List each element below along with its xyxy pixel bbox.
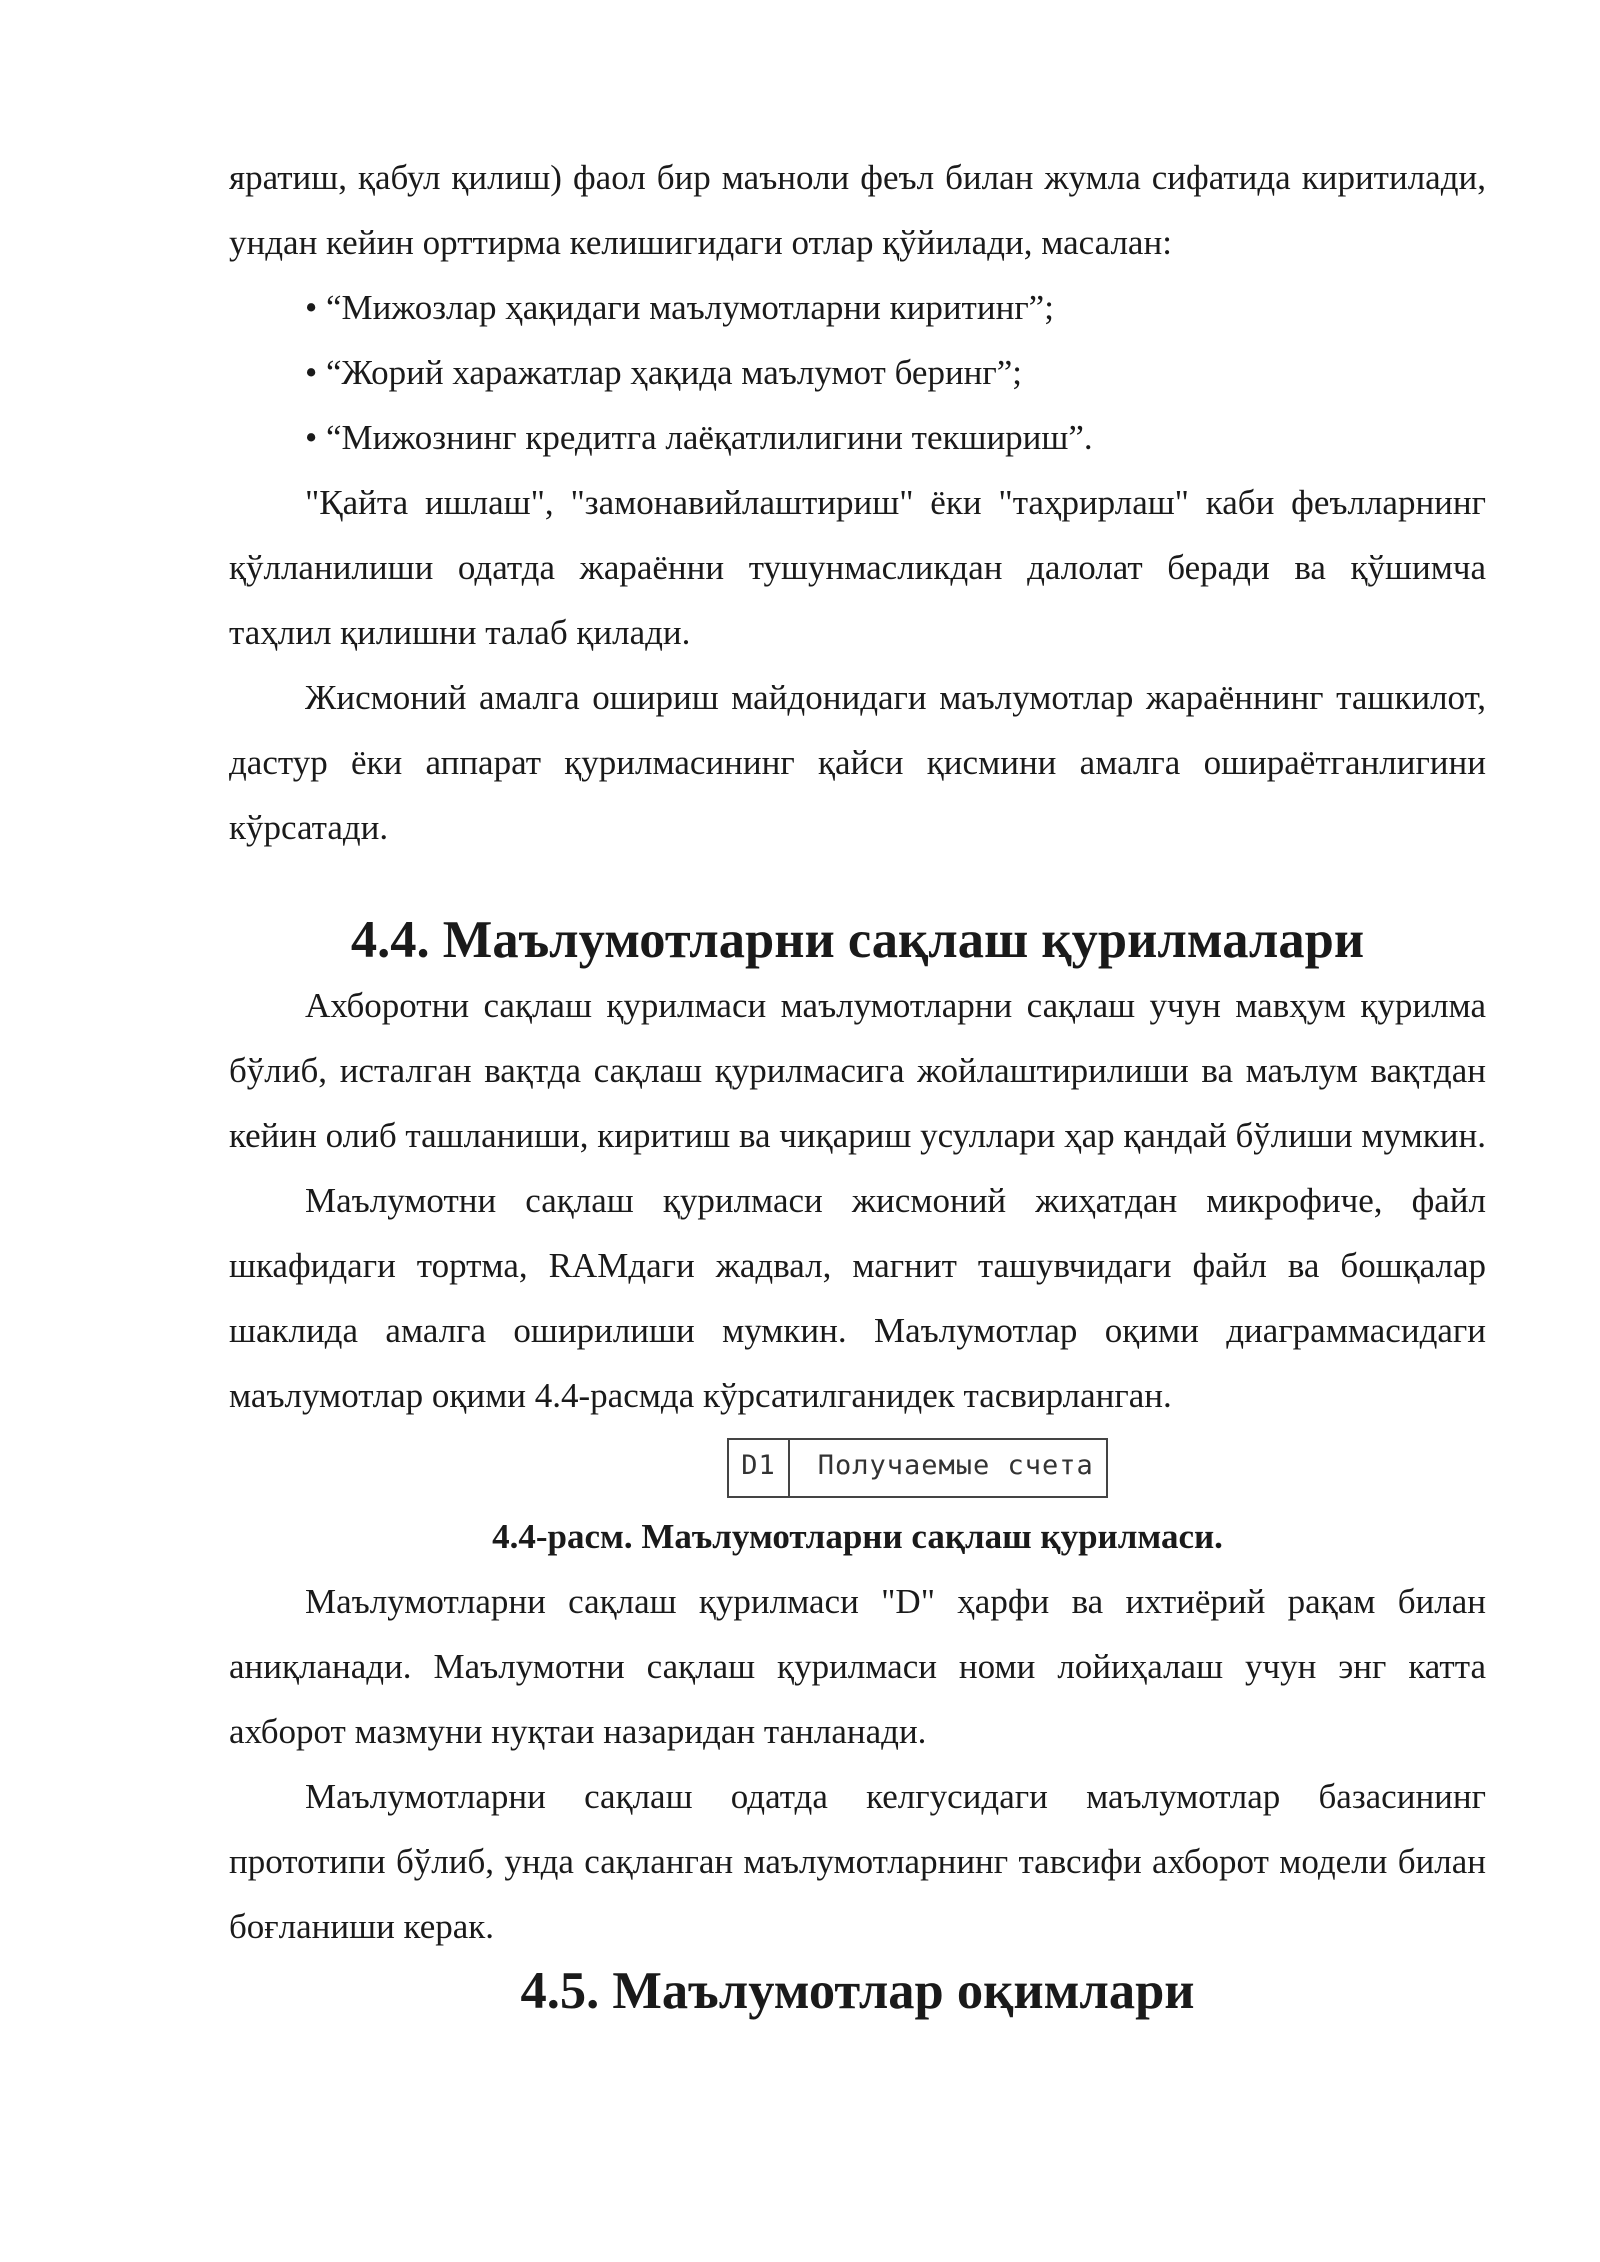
section-heading-4-4: 4.4. Маълумотларни сақлаш қурилмалари (350, 911, 1365, 969)
data-store-name: Получаемые счета (817, 1450, 1094, 1481)
paragraph-verbs: "Қайта ишлаш", "замонавийлаштириш" ёки "таҳрирлаш" каби феълларнинг қўлланилиши одатда жараённи тушунмасликдан далолат беради ва қўшимча таҳлил қилишни талаб қилади. (229, 483, 1486, 652)
paragraph-storage-prototype: Маълумотларни сақлаш одатда келгусидаги маълумотлар базасининг прототипи бўлиб, унда сақланган маълумотларнинг тавсифи ахборот модели билан боғланиши керак. (229, 1777, 1486, 1946)
data-store-id: D1 (729, 1440, 790, 1496)
figure-caption: 4.4-расм. Маълумотларни сақлаш қурилмаси. (492, 1517, 1223, 1556)
bullet-item: • “Мижозлар ҳақидаги маълумотларни киритинг”; (305, 288, 1054, 327)
section-heading-4-5: 4.5. Маълумотлар оқимлари (520, 1962, 1195, 2020)
data-store-symbol (727, 1438, 1108, 1498)
paragraph-storage-physical: Маълумотни сақлаш қурилмаси жисмоний жиҳатдан микрофиче, файл шкафидаги тортма, RAMдаги жадвал, магнит ташувчидаги файл ва бошқалар шаклида амалга оширилиши мумкин. Маълумотлар оқими диаграммасидаги маълумотлар оқими 4.4-расмда кўрсатилганидек тасвирланган. (229, 1181, 1486, 1415)
bullet-item: • “Жорий харажатлар ҳақида маълумот беринг”; (305, 353, 1023, 392)
paragraph-intro: яратиш, қабул қилиш) фаол бир маъноли феъл билан жумла сифатида киритилади, ундан кейин орттирма келишигидаги отлар қўйилади, масалан: (229, 158, 1486, 262)
paragraph-storage-naming: Маълумотларни сақлаш қурилмаси "D" ҳарфи ва ихтиёрий рақам билан аниқланади. Маълумотни сақлаш қурилмаси номи лойиҳалаш учун энг катта ахборот мазмуни нуқтаи назаридан танланади. (229, 1582, 1486, 1751)
paragraph-storage-definition: Ахборотни сақлаш қурилмаси маълумотларни сақлаш учун мавҳум қурилма бўлиб, исталган вақтда сақлаш қурилмасига жойлаштирилиши ва маълум вақтдан кейин олиб ташланиши, киритиш ва чиқариш усуллари ҳар қандай бўлиши мумкин. (229, 986, 1486, 1155)
document-page (229, 145, 1486, 2024)
bullet-item: • “Мижознинг кредитга лаёқатлилигини текшириш”. (305, 418, 1093, 457)
figure-data-store (349, 1438, 1486, 1502)
paragraph-physical: Жисмоний амалга ошириш майдонидаги маълумотлар жараённинг ташкилот, дастур ёки аппарат қурилмасининг қайси қисмини амалга ошираётганлигини кўрсатади. (229, 678, 1486, 847)
